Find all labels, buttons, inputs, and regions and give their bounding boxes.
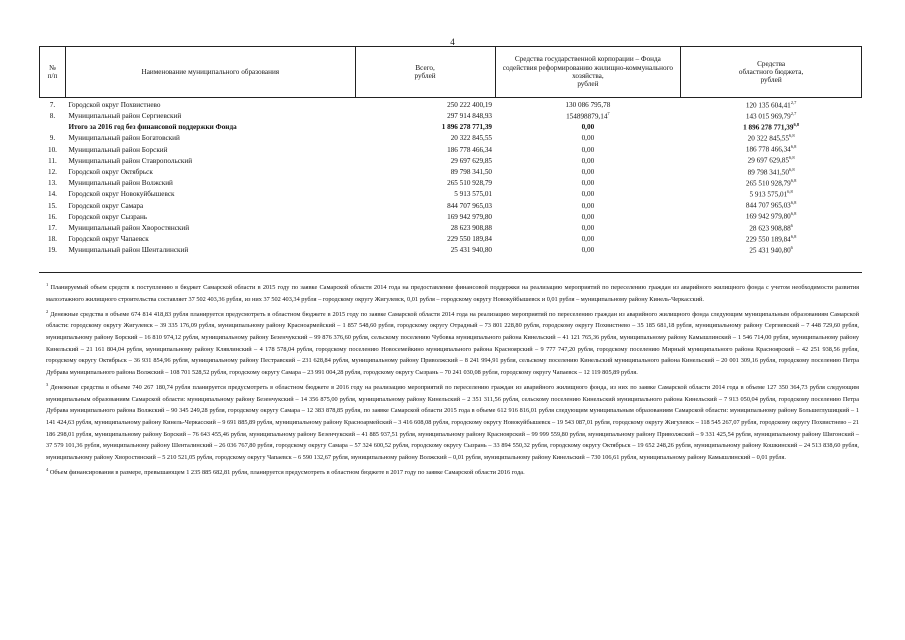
footnote-ref: 6,8 (790, 233, 797, 239)
footnote-text: Денежные средства в объеме 674 814 418,83 рубля планируется предусмотреть в областном бюджете в 2015 году по заявке Самарской области 2014 года на реализацию мероприятий по переселению граждан из аварийного жилищного фонда следующим муниципальным образованиям Самарской области: городскому округу Жигулевск – 39 335 176,09 рубля, муниципальному району Красноармейский – 1 857 548,60 рубля, городскому округу Отрадный – 73 801 228,80 рубля, городскому округу Похвистнево – 35 185 681,18 рубля, муниципальному району Сергиевский – 7 448 729,60 рубля, муниципальному району Борский – 16 810 974,12 рубля, муниципальному району Безенчукский – 99 876 376,60 рубля, сельскому поселению Чубовка муниципального района Кинельский – 41 121 765,36 рубля, муниципальному району Камышлинский – 1 546 714,00 рубля, муниципальному району Кинельский – 21 161 804,04 рубля, муниципальному району Клявлинский – 4 178 578,04 рубля, городскому поселению Новосемейкино муниципального района Красноярский – 9 777 747,20 рубля, городскому поселению Мирный муниципального района Красноярский – 42 251 938,56 рубля, городскому округу Октябрьск – 36 931 854,96 рубля, муниципальному району Пестравский – 231 628,84 рубля, муниципальному району Приволжский – 8 241 994,91 рубля, сельскому поселению Кинельский муниципального района Кинельский – 20 001 309,16 рубля, городскому поселению Петра Дубрава муниципального района Волжский – 108 701 528,52 рубля, городскому округу Самара – 23 991 004,28 рубля, городскому округу Сызрань – 70 241 030,08 рубля, городскому округу Чапаевск – 12 119 805,89 рубля. (46, 310, 859, 377)
row-total-text: 844 707 965,03 (447, 201, 493, 210)
row-fund-text: 154898879,14 (566, 112, 608, 121)
row-total-text: 1 896 278 771,39 (441, 123, 493, 132)
row-regional-text: 265 510 928,79 (745, 179, 791, 188)
row-fund-text: 0,00 (581, 179, 595, 188)
row-fund (495, 98, 681, 110)
table-row (40, 221, 862, 232)
row-num (40, 132, 66, 143)
row-total (355, 154, 495, 165)
footnote-ref: 6,8 (790, 200, 797, 206)
footnote-marker: 2 (46, 308, 49, 314)
row-regional-text: 29 697 629,85 (747, 156, 789, 165)
footnote (46, 464, 859, 479)
row-total (355, 165, 495, 176)
row-name-text: Итого за 2016 год без финансовой поддержки Фонда (68, 123, 237, 132)
row-regional-text: 229 550 189,84 (745, 235, 791, 244)
row-regional (681, 120, 862, 131)
row-num-text: 14. (47, 190, 57, 199)
row-name-text: Муниципальный район Ставропольский (68, 156, 193, 165)
row-total (355, 132, 495, 143)
header-fund-text: Средства государственной корпорации – Фонда содействия реформированию жилищно-коммунального хозяйства, рублей (502, 55, 673, 89)
table-body (40, 98, 862, 255)
row-regional-text: 89 798 341,50 (747, 168, 789, 177)
table-row (40, 188, 862, 199)
table-row (40, 154, 862, 165)
row-total (355, 176, 495, 187)
row-num (40, 199, 66, 210)
row-regional (681, 165, 862, 176)
row-name (65, 120, 355, 131)
row-fund-text: 0,00 (581, 168, 595, 177)
row-num (40, 143, 66, 154)
row-name (65, 243, 355, 254)
row-fund-text: 130 086 795,78 (565, 100, 611, 109)
row-name (65, 165, 355, 176)
row-regional-text: 169 942 979,80 (745, 212, 791, 221)
row-name-text: Городской округ Сызрань (68, 212, 148, 221)
row-total (355, 109, 495, 120)
funding-table (39, 46, 862, 255)
row-regional (681, 210, 862, 221)
row-num (40, 165, 66, 176)
row-num-text: 19. (47, 246, 57, 255)
footnote-ref: 6,8 (790, 144, 797, 150)
footnote-ref: 7 (607, 110, 610, 116)
row-total (355, 199, 495, 210)
row-num-text: 8. (49, 112, 56, 121)
row-regional-text: 5 913 575,01 (749, 190, 788, 199)
row-total-text: 169 942 979,80 (447, 212, 493, 221)
row-name (65, 143, 355, 154)
row-fund (495, 120, 681, 131)
row-num (40, 243, 66, 254)
row-name-text: Муниципальный район Хворостянский (68, 223, 190, 232)
row-num-text: 9. (49, 134, 56, 143)
footnote-ref: 6 (790, 222, 793, 228)
row-total-text: 297 914 848,93 (447, 112, 493, 121)
header-fund (495, 47, 681, 98)
footnote-ref: 6,8 (790, 211, 797, 217)
row-regional-text: 20 322 845,55 (747, 134, 789, 143)
row-total (355, 210, 495, 221)
header-total (355, 47, 495, 98)
row-total-text: 89 798 341,50 (450, 168, 493, 177)
row-total-text: 250 222 400,19 (447, 100, 493, 109)
header-name (65, 47, 355, 98)
header-num (40, 47, 66, 98)
row-num-text: 16. (47, 212, 57, 221)
footnote (46, 279, 859, 306)
row-name-text: Муниципальный район Богатовский (68, 134, 180, 143)
footnote-marker: 3 (46, 381, 49, 387)
footnote-separator (39, 272, 862, 273)
row-name (65, 221, 355, 232)
row-regional (681, 132, 862, 143)
footnote (46, 379, 859, 464)
row-name (65, 199, 355, 210)
row-regional-text: 143 015 969,79 (745, 112, 791, 121)
footnote-ref: 6,8 (787, 189, 793, 195)
row-name-text: Городской округ Октябрьск (68, 168, 153, 177)
row-regional (681, 154, 862, 165)
footnote-ref: 6 (790, 244, 793, 250)
row-regional (681, 199, 862, 210)
header-num-text: № п/п (47, 63, 58, 80)
row-name (65, 188, 355, 199)
row-fund-text: 0,00 (581, 201, 595, 210)
header-regional-text: Средства областного бюджета, рублей (738, 59, 804, 85)
row-num (40, 120, 66, 131)
row-total (355, 232, 495, 243)
row-name-text: Городской округ Похвистнево (68, 100, 161, 109)
row-num (40, 98, 66, 110)
row-total (355, 120, 495, 131)
row-total-text: 28 623 908,88 (450, 223, 493, 232)
row-num (40, 188, 66, 199)
row-fund (495, 109, 681, 120)
row-name-text: Муниципальный район Шенталинский (68, 246, 189, 255)
row-name-text: Городской округ Новокуйбышевск (68, 190, 175, 199)
row-total (355, 143, 495, 154)
footnote-ref: 2,7 (790, 99, 797, 105)
row-num-text: 7. (49, 100, 56, 109)
footnote (46, 306, 859, 379)
table-row (40, 120, 862, 131)
table-row (40, 176, 862, 187)
row-regional (681, 176, 862, 187)
row-total-text: 229 550 189,84 (447, 235, 493, 244)
row-name-text: Городской округ Самара (68, 201, 144, 210)
footnote-text: Объем финансирования в размере, превышающем 1 235 885 682,81 рубля, планируется предусмотреть в областном бюджете в 2017 году по заявке Самарской области 2016 года. (49, 468, 525, 476)
footnote-ref: 2,7 (790, 110, 797, 116)
footnote-text: Денежные средства в объеме 740 267 180,74 рубля планируется предусмотреть в областном бюджете в 2016 году на реализацию мероприятий по переселению граждан из аварийного жилищного фонда, из них по заявке Самарской области 2014 года в объеме 127 350 364,73 рубля следующим муниципальным образованиям Самарской области: муниципальному району Безенчукский – 14 356 875,00 рубля, муниципальному району Кинельский – 2 351 311,56 рубля, сельскому поселению Кинельский муниципального района Кинельский – 7 913 050,04 рубля, городскому поселению Петра Дубрава муниципального района Волжский – 90 345 249,28 рубля, городскому округу Самара – 12 383 878,85 рубля, по заявке Самарской области 2015 года в объеме 612 916 816,01 рубля следующим муниципальным образованиям Самарской области: муниципальному району Большеглушицкий – 1 141 424,63 рубля, муниципальному району Кинель-Черкасский – 9 691 885,89 рубля, муниципальному району Красноармейский – 3 416 608,08 рубля, городскому округу Новокуйбышевск – 19 543 087,01 рубля, городскому округу Жигулевск – 118 545 267,07 рубля, городскому округу Похвистнево – 21 186 298,01 рубля, муниципальному району Борский – 76 643 455,46 рубля, муниципальному району Безенчукский – 41 885 937,51 рубля, муниципальному району Красноярский – 99 999 559,80 рубля, муниципальному району Приволжский – 9 331 425,54 рубля, муниципальному району Шигонский – 37 579 101,36 рубля, муниципальному району Шенталинский – 26 036 767,80 рубля, городскому округу Самара – 57 324 600,52 рубля, городскому округу Сызрань – 33 894 550,32 рубля, городскому округу Октябрьск – 19 652 248,26 рубля, муниципальному району Кошкинский – 24 513 838,60 рубля, муниципальному району Хворостянский – 5 210 521,05 рубля, городскому округу Чапаевск – 6 590 132,67 рубля, муниципальному району Волжский – 0,01 рубля, муниципальному району Кинельский – 730 106,61 рубля, муниципальному району Камышлинский – 0,01 рубля. (46, 383, 859, 462)
row-total-text: 186 778 466,34 (447, 145, 493, 154)
row-fund-text: 0,00 (581, 123, 595, 132)
row-name (65, 98, 355, 110)
row-regional (681, 98, 862, 110)
row-fund (495, 188, 681, 199)
footnote-ref: 6,8 (788, 133, 795, 139)
footnotes (46, 279, 859, 479)
footnote-ref: 6,8 (788, 155, 795, 161)
row-num-text: 15. (47, 201, 57, 210)
row-num (40, 210, 66, 221)
row-num-text: 18. (47, 235, 57, 244)
row-total-text: 29 697 629,85 (450, 156, 493, 165)
footnote-marker: 4 (46, 466, 49, 472)
row-fund-text: 0,00 (581, 223, 595, 232)
row-fund (495, 243, 681, 254)
table-row (40, 132, 862, 143)
row-regional (681, 109, 862, 120)
row-fund (495, 232, 681, 243)
row-total-text: 25 431 940,80 (450, 246, 493, 255)
row-total-text: 20 322 845,55 (450, 134, 493, 143)
row-num (40, 176, 66, 187)
table-header-row (40, 47, 862, 98)
row-num-text: 17. (47, 223, 57, 232)
footnote-ref: 6,8 (788, 166, 795, 172)
footnote-ref: 6,8 (790, 177, 797, 183)
row-fund (495, 143, 681, 154)
row-name (65, 176, 355, 187)
row-name (65, 154, 355, 165)
page-number: 4 (450, 37, 455, 47)
row-num-text: 12. (47, 168, 57, 177)
row-num-text: 13. (47, 179, 57, 188)
row-fund (495, 210, 681, 221)
header-regional (681, 47, 862, 98)
row-fund (495, 165, 681, 176)
footnote-marker: 1 (46, 282, 49, 287)
row-name-text: Муниципальный район Сергиевский (68, 112, 182, 121)
row-name (65, 132, 355, 143)
row-regional (681, 232, 862, 243)
row-fund-text: 0,00 (581, 190, 595, 199)
row-total (355, 221, 495, 232)
row-regional-text: 186 778 466,34 (745, 145, 791, 154)
row-num-text: 11. (48, 156, 57, 165)
row-regional-text: 28 623 908,88 (749, 223, 791, 232)
row-name-text: Муниципальный район Борский (68, 145, 168, 154)
row-regional-text: 1 896 278 771,39 (743, 123, 794, 132)
row-fund (495, 199, 681, 210)
table-row (40, 210, 862, 221)
table-row (40, 165, 862, 176)
table-row (40, 109, 862, 120)
row-fund (495, 154, 681, 165)
row-fund-text: 0,00 (581, 134, 595, 143)
row-name (65, 109, 355, 120)
row-fund (495, 176, 681, 187)
row-num-text: 10. (47, 145, 57, 154)
row-name (65, 232, 355, 243)
row-num (40, 232, 66, 243)
row-total (355, 188, 495, 199)
table-row (40, 232, 862, 243)
row-name-text: Муниципальный район Волжский (68, 179, 173, 188)
row-regional-text: 120 135 604,41 (745, 100, 791, 109)
row-regional-text: 844 707 965,03 (745, 201, 791, 210)
row-total (355, 243, 495, 254)
row-fund-text: 0,00 (581, 145, 595, 154)
table-row (40, 98, 862, 110)
footnote-ref: 6,8 (793, 121, 800, 127)
table-row (40, 143, 862, 154)
table-row (40, 243, 862, 254)
row-num (40, 109, 66, 120)
table-row (40, 199, 862, 210)
row-regional (681, 221, 862, 232)
footnote-text: Планируемый объем средств к поступлению в бюджет Самарской области в 2015 году по заявке Самарской области 2014 года на предоставление финансовой поддержки на реализацию мероприятий по переселению граждан из аварийного жилищного фонда с учетом необходимости развития малоэтажного жилищного строительства составляет 37 502 403,36 рубля, из них 37 502 403,34 рубля – городскому округу Жигулевск, 0,01 рубля – городскому округу Новокуйбышевск и 0,01 рубля – муниципальному району Кинель-Черкасский. (46, 284, 860, 303)
row-fund-text: 0,00 (581, 156, 595, 165)
row-fund-text: 0,00 (581, 212, 595, 221)
header-name-text: Наименование муниципального образования (141, 67, 280, 76)
row-regional (681, 143, 862, 154)
row-fund-text: 0,00 (581, 235, 595, 244)
row-fund-text: 0,00 (581, 246, 595, 255)
row-regional (681, 188, 862, 199)
row-total-text: 5 913 575,01 (454, 190, 493, 199)
row-regional (681, 243, 862, 254)
row-name (65, 210, 355, 221)
row-total-text: 265 510 928,79 (447, 179, 493, 188)
row-fund (495, 132, 681, 143)
row-num (40, 221, 66, 232)
row-regional-text: 25 431 940,80 (749, 246, 791, 255)
row-num (40, 154, 66, 165)
header-total-text: Всего, рублей (414, 63, 436, 80)
row-total (355, 98, 495, 110)
row-fund (495, 221, 681, 232)
row-name-text: Городской округ Чапаевск (68, 235, 149, 244)
